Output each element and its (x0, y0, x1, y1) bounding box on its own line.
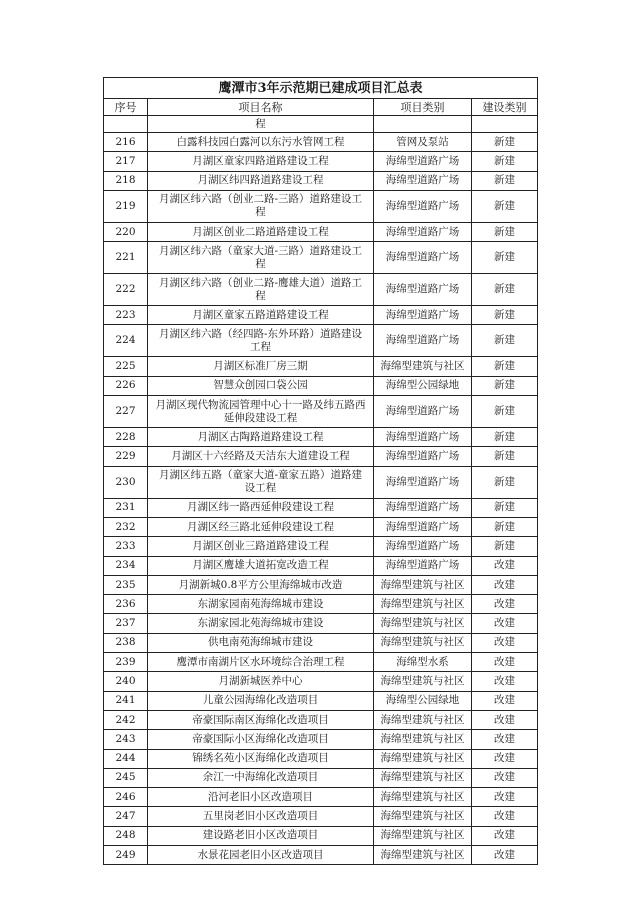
row-category: 海绵型建筑与社区 (374, 672, 472, 691)
table-row (104, 788, 538, 807)
row-category: 海绵型道路广场 (374, 242, 472, 274)
row-number: 216 (104, 133, 148, 152)
table-row (104, 517, 538, 536)
row-number: 220 (104, 222, 148, 241)
row-project-name: 月湖区童家五路道路建设工程 (148, 306, 374, 325)
row-number: 237 (104, 614, 148, 633)
continuation-name: 程 (148, 116, 374, 133)
table-row (104, 325, 538, 357)
row-project-name: 五里岗老旧小区改造项目 (148, 807, 374, 826)
row-build-type: 改建 (472, 788, 538, 807)
row-number: 235 (104, 575, 148, 594)
row-category: 海绵型道路广场 (374, 325, 472, 357)
row-build-type: 改建 (472, 595, 538, 614)
table-row (104, 537, 538, 556)
row-category: 海绵型建筑与社区 (374, 575, 472, 594)
table-row (104, 376, 538, 395)
row-number: 233 (104, 537, 148, 556)
table-row (104, 710, 538, 729)
row-build-type: 改建 (472, 672, 538, 691)
row-number: 232 (104, 517, 148, 536)
row-build-type: 新建 (472, 537, 538, 556)
row-number: 245 (104, 768, 148, 787)
row-category: 海绵型建筑与社区 (374, 749, 472, 768)
row-build-type: 改建 (472, 556, 538, 575)
row-project-name: 水景花园老旧小区改造项目 (148, 846, 374, 865)
row-project-name: 东湖家园南苑海绵城市建设 (148, 595, 374, 614)
row-number: 236 (104, 595, 148, 614)
table-row (104, 653, 538, 672)
row-category: 海绵型道路广场 (374, 517, 472, 536)
row-number: 230 (104, 466, 148, 498)
table-row (104, 242, 538, 274)
row-project-name: 帝豪国际南区海绵化改造项目 (148, 710, 374, 729)
table-row (104, 614, 538, 633)
row-build-type: 新建 (472, 242, 538, 274)
table-row (104, 466, 538, 498)
row-category: 海绵型建筑与社区 (374, 633, 472, 652)
row-build-type: 新建 (472, 376, 538, 395)
table-row (104, 749, 538, 768)
row-number: 240 (104, 672, 148, 691)
row-category: 海绵型建筑与社区 (374, 768, 472, 787)
table-row (104, 357, 538, 376)
row-number: 217 (104, 152, 148, 171)
row-build-type: 改建 (472, 846, 538, 865)
row-project-name: 月湖区纬六路（创业二路-鹰雄大道）道路工程 (148, 274, 374, 306)
row-category: 海绵型道路广场 (374, 428, 472, 447)
table-body (104, 133, 538, 865)
row-build-type: 新建 (472, 274, 538, 306)
row-build-type: 新建 (472, 306, 538, 325)
row-number: 244 (104, 749, 148, 768)
row-project-name: 余江一中海绵化改造项目 (148, 768, 374, 787)
row-category: 海绵型建筑与社区 (374, 846, 472, 865)
row-project-name: 帝豪国际小区海绵化改造项目 (148, 730, 374, 749)
table-row (104, 826, 538, 845)
table-row (104, 556, 538, 575)
row-build-type: 新建 (472, 152, 538, 171)
row-number: 226 (104, 376, 148, 395)
row-category: 海绵型道路广场 (374, 190, 472, 222)
row-project-name: 月湖区经三路北延伸段建设工程 (148, 517, 374, 536)
row-project-name: 月湖区纬六路（经四路-东外环路）道路建设工程 (148, 325, 374, 357)
row-build-type: 新建 (472, 222, 538, 241)
row-number: 247 (104, 807, 148, 826)
row-project-name: 月湖区创业三路道路建设工程 (148, 537, 374, 556)
row-number: 223 (104, 306, 148, 325)
row-project-name: 锦绣名苑小区海绵化改造项目 (148, 749, 374, 768)
table-row (104, 274, 538, 306)
row-number: 234 (104, 556, 148, 575)
row-project-name: 月湖区纬五路（童家大道-童家五路）道路建设工程 (148, 466, 374, 498)
row-number: 238 (104, 633, 148, 652)
row-number: 246 (104, 788, 148, 807)
row-build-type: 改建 (472, 614, 538, 633)
table-row (104, 396, 538, 428)
row-build-type: 改建 (472, 691, 538, 710)
header-no: 序号 (104, 99, 148, 116)
row-category: 海绵型道路广场 (374, 537, 472, 556)
table-title: 鹰潭市3年示范期已建成项目汇总表 (104, 78, 538, 99)
row-project-name: 鹰潭市南湖片区水环境综合治理工程 (148, 653, 374, 672)
row-category: 海绵型建筑与社区 (374, 788, 472, 807)
row-project-name: 月湖区纬六路（创业二路-三路）道路建设工程 (148, 190, 374, 222)
row-number: 229 (104, 447, 148, 466)
table-row (104, 498, 538, 517)
table-row (104, 633, 538, 652)
row-category: 管网及泵站 (374, 133, 472, 152)
row-number: 241 (104, 691, 148, 710)
row-number: 249 (104, 846, 148, 865)
row-category: 海绵型道路广场 (374, 222, 472, 241)
row-build-type: 新建 (472, 396, 538, 428)
row-number: 222 (104, 274, 148, 306)
row-category: 海绵型建筑与社区 (374, 730, 472, 749)
row-project-name: 月湖区纬一路西延伸段建设工程 (148, 498, 374, 517)
header-name: 项目名称 (148, 99, 374, 116)
row-build-type: 新建 (472, 325, 538, 357)
table-row (104, 672, 538, 691)
row-number: 231 (104, 498, 148, 517)
row-project-name: 月湖区十六经路及天洁东大道建设工程 (148, 447, 374, 466)
table-row (104, 846, 538, 865)
row-project-name: 月湖区纬四路道路建设工程 (148, 171, 374, 190)
row-build-type: 改建 (472, 730, 538, 749)
row-project-name: 智慧众创园口袋公园 (148, 376, 374, 395)
row-project-name: 月湖区标准厂房三期 (148, 357, 374, 376)
row-build-type: 改建 (472, 653, 538, 672)
row-number: 228 (104, 428, 148, 447)
row-category: 海绵型公园绿地 (374, 691, 472, 710)
row-build-type: 改建 (472, 575, 538, 594)
row-build-type: 改建 (472, 768, 538, 787)
row-number: 248 (104, 826, 148, 845)
row-number: 239 (104, 653, 148, 672)
table-row (104, 133, 538, 152)
row-project-name: 东湖家园北苑海绵城市建设 (148, 614, 374, 633)
table-row (104, 306, 538, 325)
row-category: 海绵型道路广场 (374, 152, 472, 171)
row-number: 225 (104, 357, 148, 376)
row-number: 242 (104, 710, 148, 729)
header-type: 建设类别 (472, 99, 538, 116)
row-project-name: 月湖新城0.8平方公里海绵城市改造 (148, 575, 374, 594)
row-project-name: 月湖区古陶路道路建设工程 (148, 428, 374, 447)
table-row (104, 691, 538, 710)
row-number: 218 (104, 171, 148, 190)
row-category: 海绵型建筑与社区 (374, 357, 472, 376)
row-project-name: 月湖区童家四路道路建设工程 (148, 152, 374, 171)
row-build-type: 新建 (472, 428, 538, 447)
table-row (104, 152, 538, 171)
row-build-type: 新建 (472, 133, 538, 152)
summary-table-sheet (103, 77, 537, 865)
row-build-type: 新建 (472, 357, 538, 376)
continuation-category (374, 116, 472, 133)
row-category: 海绵型道路广场 (374, 498, 472, 517)
table-row (104, 768, 538, 787)
row-category: 海绵型水系 (374, 653, 472, 672)
row-category: 海绵型建筑与社区 (374, 595, 472, 614)
row-build-type: 新建 (472, 171, 538, 190)
row-category: 海绵型建筑与社区 (374, 614, 472, 633)
row-build-type: 改建 (472, 710, 538, 729)
row-category: 海绵型建筑与社区 (374, 826, 472, 845)
row-category: 海绵型建筑与社区 (374, 710, 472, 729)
table-row (104, 447, 538, 466)
row-category: 海绵型道路广场 (374, 466, 472, 498)
continuation-no (104, 116, 148, 133)
row-project-name: 月湖区纬六路（童家大道-三路）道路建设工程 (148, 242, 374, 274)
header-category: 项目类别 (374, 99, 472, 116)
row-project-name: 供电南苑海绵城市建设 (148, 633, 374, 652)
row-number: 227 (104, 396, 148, 428)
table-row (104, 595, 538, 614)
row-build-type: 新建 (472, 190, 538, 222)
row-project-name: 儿童公园海绵化改造项目 (148, 691, 374, 710)
row-project-name: 月湖区创业二路道路建设工程 (148, 222, 374, 241)
table-row (104, 190, 538, 222)
row-number: 221 (104, 242, 148, 274)
row-project-name: 月湖区现代物流园管理中心十一路及纬五路西延伸段建设工程 (148, 396, 374, 428)
row-category: 海绵型道路广场 (374, 556, 472, 575)
row-category: 海绵型道路广场 (374, 396, 472, 428)
header-row (104, 99, 538, 116)
row-number: 224 (104, 325, 148, 357)
project-summary-table (103, 77, 538, 865)
table-row (104, 171, 538, 190)
row-project-name: 沿河老旧小区改造项目 (148, 788, 374, 807)
row-category: 海绵型道路广场 (374, 306, 472, 325)
row-number: 219 (104, 190, 148, 222)
row-build-type: 改建 (472, 749, 538, 768)
row-category: 海绵型道路广场 (374, 447, 472, 466)
row-category: 海绵型公园绿地 (374, 376, 472, 395)
row-build-type: 新建 (472, 498, 538, 517)
row-number: 243 (104, 730, 148, 749)
row-category: 海绵型道路广场 (374, 274, 472, 306)
table-row (104, 807, 538, 826)
row-build-type: 新建 (472, 447, 538, 466)
row-category: 海绵型建筑与社区 (374, 807, 472, 826)
row-build-type: 改建 (472, 633, 538, 652)
table-row (104, 730, 538, 749)
continuation-row (104, 116, 538, 133)
row-build-type: 新建 (472, 517, 538, 536)
row-build-type: 改建 (472, 826, 538, 845)
row-project-name: 月湖新城医养中心 (148, 672, 374, 691)
row-project-name: 建设路老旧小区改造项目 (148, 826, 374, 845)
table-row (104, 428, 538, 447)
table-row (104, 575, 538, 594)
row-build-type: 新建 (472, 466, 538, 498)
row-category: 海绵型道路广场 (374, 171, 472, 190)
table-row (104, 222, 538, 241)
row-build-type: 改建 (472, 807, 538, 826)
continuation-type (472, 116, 538, 133)
row-project-name: 月湖区鹰雄大道拓宽改造工程 (148, 556, 374, 575)
row-project-name: 白露科技园白露河以东污水管网工程 (148, 133, 374, 152)
